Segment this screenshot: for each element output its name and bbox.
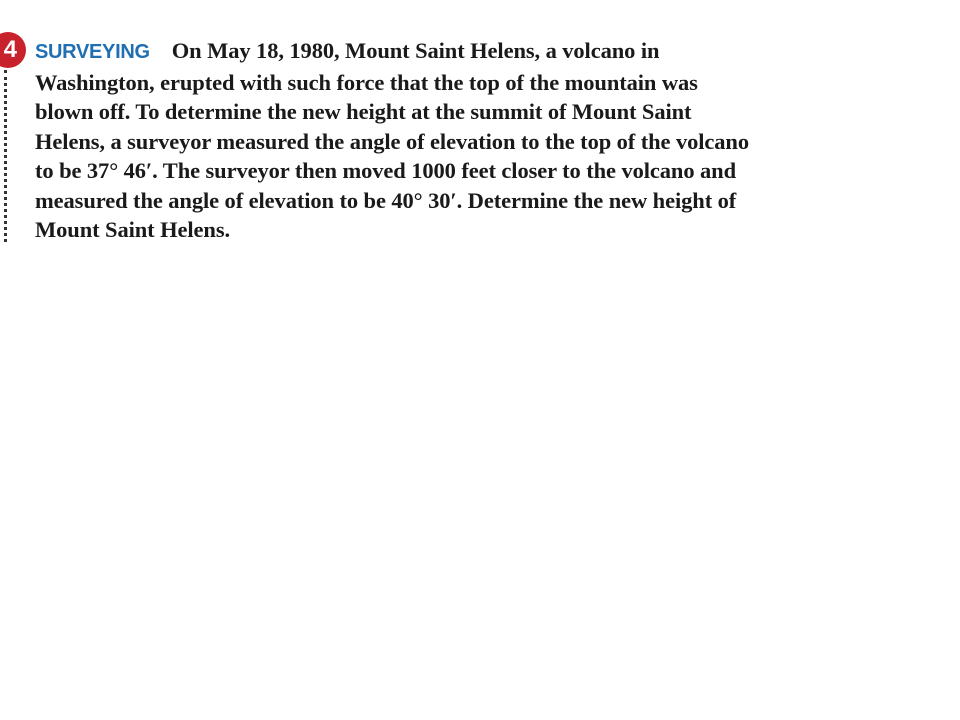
problem-line-5: to be 37° 46′. The surveyor then moved 1000 feet closer to the volcano and (35, 158, 736, 183)
problem-line-6: measured the angle of elevation to be 40° 30′. Determine the new height of (35, 187, 737, 213)
problem-number-badge: 4 (0, 32, 26, 68)
problem-text (35, 36, 935, 245)
problem-line-7: Mount Saint Helens. (35, 217, 230, 242)
problem-line-3: blown off. To determine the new height at the summit of Mount Saint (35, 99, 692, 124)
problem-line-4: Helens, a surveyor measured the angle of elevation to the top of the volcano (35, 128, 749, 154)
problem-line-1: On May 18, 1980, Mount Saint Helens, a volcano in (171, 38, 660, 63)
problem-topic-label: SURVEYING (35, 41, 150, 63)
problem-line-2: Washington, erupted with such force that the top of the mountain was (35, 69, 698, 95)
margin-dotted-rule (4, 70, 7, 242)
exercise-problem (0, 30, 960, 245)
